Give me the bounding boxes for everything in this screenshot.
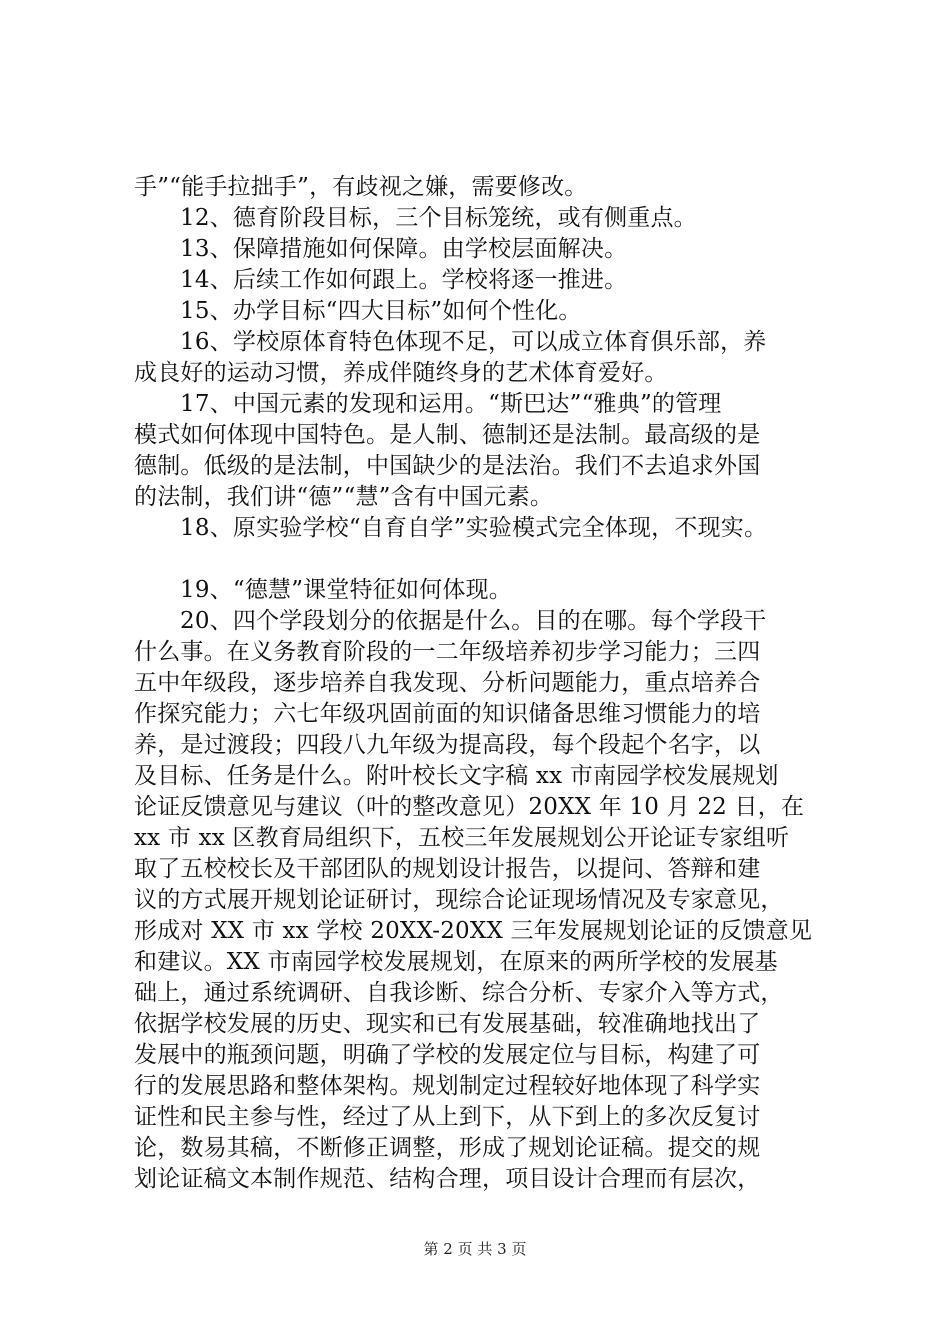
paragraph-line: 模式如何体现中国特色。是人制、德制还是法制。最高级的是	[134, 422, 761, 448]
paragraph-line: xx 市 xx 区教育局组织下，五校三年发展规划公开论证专家组听	[134, 825, 790, 851]
paragraph-line: 什么事。在义务教育阶段的一二年级培养初步学习能力；三四	[134, 639, 761, 665]
paragraph-line: 依据学校发展的历史、现实和已有发展基础，较准确地找出了	[134, 1011, 761, 1037]
paragraph-line: 13、保障措施如何保障。由学校层面解决。	[180, 236, 628, 262]
paragraph-line: 的法制，我们讲“德”“慧”含有中国元素。	[134, 484, 554, 510]
paragraph-line: 16、学校原体育特色体现不足，可以成立体育俱乐部，养	[180, 329, 767, 355]
paragraph-line: 20、四个学段划分的依据是什么。目的在哪。每个学段干	[180, 608, 767, 634]
paragraph-line: 德制。低级的是法制，中国缺少的是法治。我们不去追求外国	[134, 453, 761, 479]
paragraph-line: 12、德育阶段目标，三个目标笼统，或有侧重点。	[180, 205, 697, 231]
paragraph-line: 养，是过渡段；四段八九年级为提高段，每个段起个名字，以	[134, 732, 761, 758]
paragraph-line: 论证反馈意见与建议（叶的整改意见）20XX 年 10 月 22 日，在	[134, 794, 805, 820]
paragraph-line: 取了五校校长及干部团队的规划设计报告，以提问、答辩和建	[134, 856, 761, 882]
paragraph-line: 行的发展思路和整体架构。规划制定过程较好地体现了科学实	[134, 1073, 761, 1099]
paragraph-line: 五中年级段，逐步培养自我发现、分析问题能力，重点培养合	[134, 670, 761, 696]
paragraph-line: 发展中的瓶颈问题，明确了学校的发展定位与目标，构建了可	[134, 1042, 761, 1068]
paragraph-line: 作探究能力；六七年级巩固前面的知识储备思维习惯能力的培	[134, 701, 761, 727]
paragraph-line: 和建议。XX 市南园学校发展规划，在原来的两所学校的发展基	[134, 949, 778, 975]
paragraph-line: 17、中国元素的发现和运用。“斯巴达”“雅典”的管理	[180, 391, 722, 417]
paragraph-line: 及目标、任务是什么。附叶校长文字稿 xx 市南园学校发展规划	[134, 763, 779, 789]
paragraph-line: 成良好的运动习惯，养成伴随终身的艺术体育爱好。	[134, 360, 668, 386]
paragraph-line: 形成对 XX 市 xx 学校 20XX-20XX 三年发展规划论证的反馈意见	[134, 918, 813, 944]
paragraph-line: 议的方式展开规划论证研讨，现综合论证现场情况及专家意见，	[134, 887, 784, 913]
paragraph-line: 15、办学目标“四大目标”如何个性化。	[180, 298, 582, 324]
paragraph-line: 19、“德慧”课堂特征如何体现。	[180, 577, 512, 603]
paragraph-line: 18、原实验学校“自育自学”实验模式完全体现，不现实。	[180, 515, 768, 541]
paragraph-line: 论，数易其稿，不断修正调整，形成了规划论证稿。提交的规	[134, 1135, 761, 1161]
paragraph-line: 础上，通过系统调研、自我诊断、综合分析、专家介入等方式，	[134, 980, 784, 1006]
paragraph-line: 划论证稿文本制作规范、结构合理，项目设计合理而有层次，	[134, 1166, 761, 1192]
blank-line	[134, 544, 834, 575]
page-footer: 第 2 页 共 3 页	[423, 1240, 527, 1258]
paragraph-line: 证性和民主参与性，经过了从上到下，从下到上的多次反复讨	[134, 1104, 761, 1130]
paragraph-line: 手”“能手拉拙手”，有歧视之嫌，需要修改。	[134, 174, 588, 200]
paragraph-line: 14、后续工作如何跟上。学校将逐一推进。	[180, 267, 628, 293]
document-body	[134, 172, 834, 1195]
